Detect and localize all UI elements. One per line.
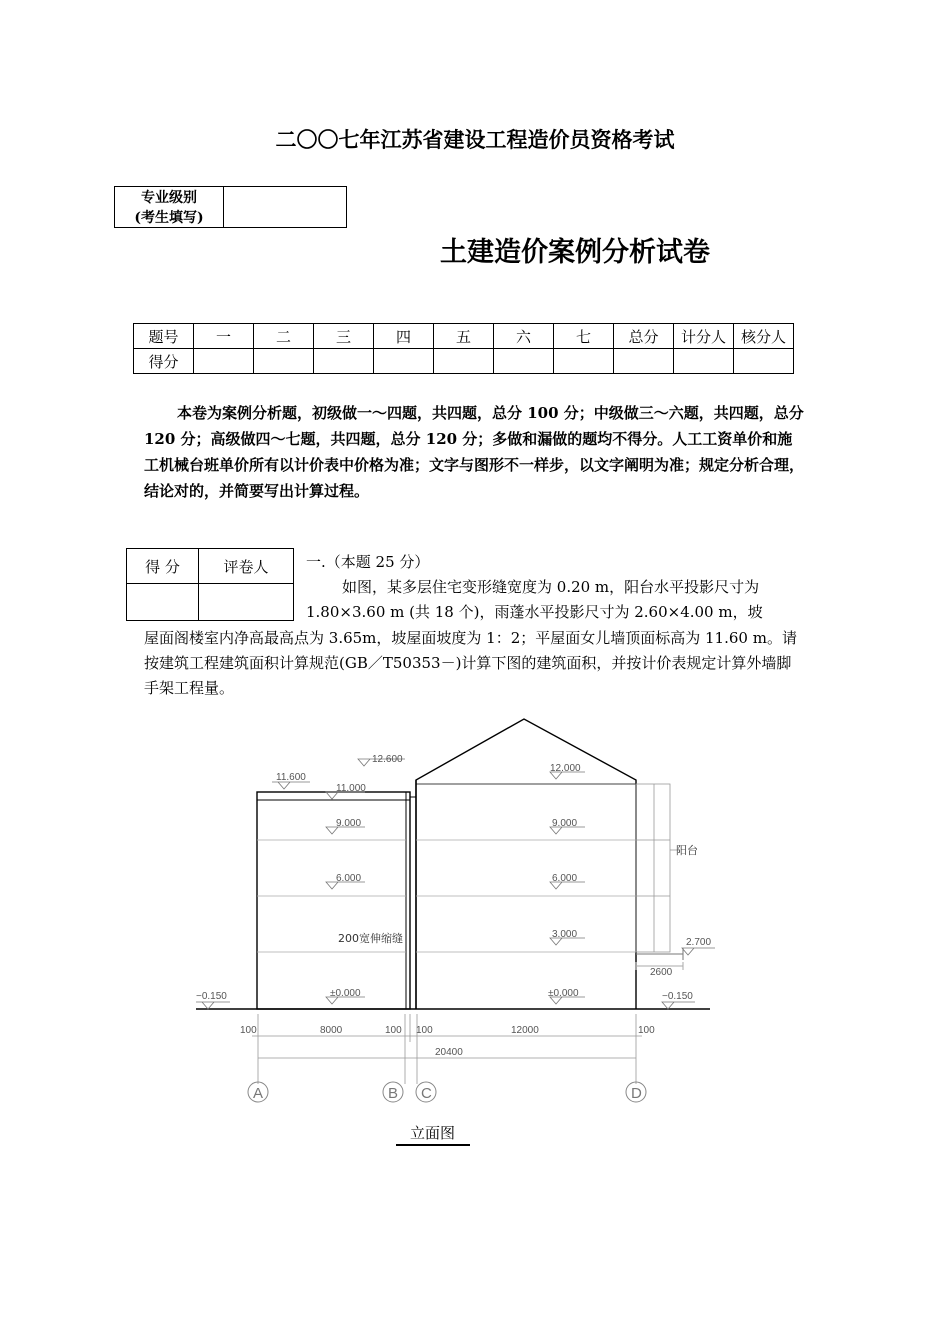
elev-canopy: 2.700 [686,937,712,948]
elev-right-9: 9.000 [552,818,578,829]
question1-text-line1: 如图，某多层住宅变形缝宽度为 0.20 m，阳台水平投影尺寸为 [342,578,760,596]
elev-left-9: 9.000 [336,818,362,829]
axis-label-a: A [253,1085,264,1102]
elev-left-6: 6.000 [336,873,362,884]
expansion-joint-label: 200宽伸缩缝 [338,932,403,945]
dim-100-a: 100 [240,1025,257,1036]
left-block-outline [257,792,410,1009]
dim-total: 20400 [435,1047,463,1058]
elev-right-0: ±0.000 [548,988,579,999]
score-header-cell: 一 [194,324,254,349]
elev-parapet: 11.600 [276,772,306,783]
parapet-marker [272,782,310,789]
right-ground-marker [662,1002,695,1009]
elev-right-ground: −0.150 [662,991,693,1002]
score-cell [434,349,494,374]
question1-text-rest: 屋面阁楼室内净高最高点为 3.65m，坡屋面坡度为 1：2；平屋面女儿墙顶面标高为 11.60 m。请按建筑工程建筑面积计算规范(GB／T50353－)计算下图的建筑面积，并按计价表规定计算外墙脚手架工程量。 [144,629,797,697]
score-header-cell: 三 [314,324,374,349]
caption-underline [396,1144,470,1146]
elev-left-ground: −0.150 [196,991,227,1002]
axis-label-b: B [388,1085,399,1102]
elev-right-3: 3.000 [552,929,578,940]
elev-roof-peak: 12.600 [372,754,403,765]
canopy-width-dim: 2600 [650,967,673,978]
elev-left-0: ±0.000 [330,988,361,999]
score-cell [554,349,614,374]
major-level-input-cell [224,187,347,228]
score-header-cell: 核分人 [734,324,794,349]
canopy-marker [682,948,715,955]
dim-8000: 8000 [320,1025,343,1036]
elev-flat-roof: 11.000 [336,783,366,794]
left-ground-marker [196,1002,230,1009]
balcony-label: 阳台 [676,844,698,857]
score-cell [734,349,794,374]
score-row-label: 得分 [134,349,194,374]
exam-instructions: 本卷为案例分析题，初级做一～四题，共四题，总分 100 分；中级做三～六题，共四题，总分 120 分；高级做四～七题，共四题，总分 120 分；多做和漏做的题均不得分。人工工资单价和施工机械台班单价所有以计价表中价格为准；文字与图形不一样步，以文字阐明为准；规定分析合理，结论对的，并简要写出计算过程。 [144,404,805,500]
grader-score-label: 得 分 [127,549,199,584]
score-cell [674,349,734,374]
drawing-caption: 立面图 [410,1124,456,1142]
score-header-cell: 计分人 [674,324,734,349]
axis-label-d: D [631,1085,642,1102]
major-level-label-line1: 专业级别 [141,190,197,206]
score-table [133,323,794,374]
dim-12000: 12000 [511,1025,539,1036]
score-cell [194,349,254,374]
major-level-label [115,187,224,228]
score-table-score-row [134,349,794,374]
right-block-outline [416,719,636,1009]
elev-right-12: 12.000 [550,763,581,774]
elev-right-6: 6.000 [552,873,578,884]
score-header-cell: 题号 [134,324,194,349]
score-header-cell: 二 [254,324,314,349]
elevation-drawing [190,712,730,1112]
score-header-cell: 六 [494,324,554,349]
major-level-label-line2: (考生填写) [134,210,204,226]
grader-name-cell [199,584,294,621]
score-cell [494,349,554,374]
score-cell [374,349,434,374]
score-cell [614,349,674,374]
score-table-header-row [134,324,794,349]
question1-text-line2: 1.80×3.60 m (共 18 个)，雨蓬水平投影尺寸为 2.60×4.00 m，坡 [306,603,763,621]
score-cell [314,349,374,374]
balcony-outline [636,784,670,952]
dim-100-b: 100 [385,1025,402,1036]
dim-100-d: 100 [638,1025,655,1036]
grader-table [126,548,294,621]
score-header-cell: 五 [434,324,494,349]
exam-title: 二〇〇七年江苏省建设工程造价员资格考试 [275,127,675,152]
major-level-box [114,186,347,228]
axis-label-c: C [421,1085,432,1102]
score-header-cell: 四 [374,324,434,349]
paper-title: 土建造价案例分析试卷 [440,237,710,268]
dim-100-c: 100 [416,1025,433,1036]
score-cell [254,349,314,374]
score-header-cell: 七 [554,324,614,349]
grader-score-cell [127,584,199,621]
score-header-cell: 总分 [614,324,674,349]
grader-name-label: 评卷人 [199,549,294,584]
question1-heading: 一.（本题 25 分） [306,553,430,571]
